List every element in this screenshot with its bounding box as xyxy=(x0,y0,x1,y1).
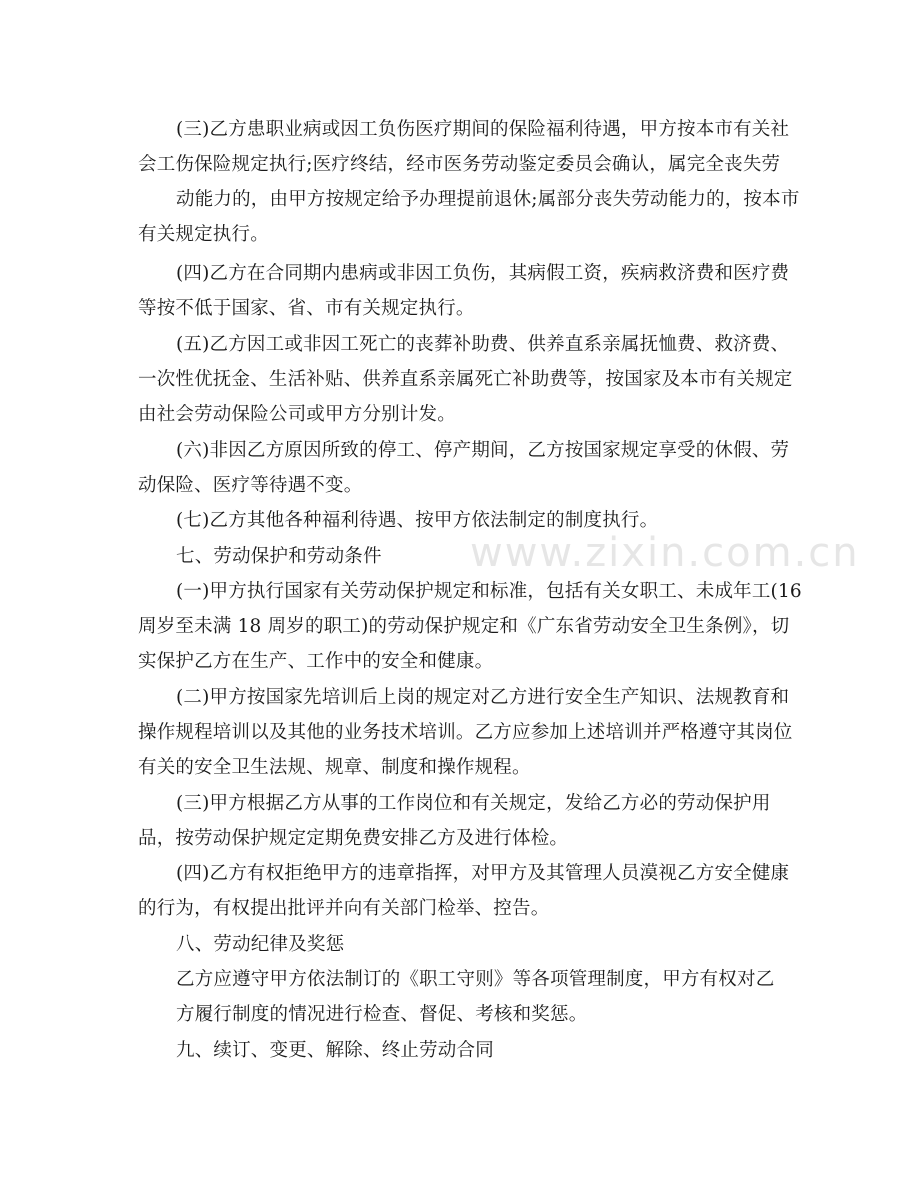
watermark: www.zixin.com.cn xyxy=(470,530,860,576)
text-line: 会工伤保险规定执行;医疗终结，经市医务劳动鉴定委员会确认，属完全丧失劳 xyxy=(138,154,781,175)
text-line: (二)甲方按国家先培训后上岗的规定对乙方进行安全生产知识、法规教育和 xyxy=(176,687,790,708)
text-line: 实保护乙方在生产、工作中的安全和健康。 xyxy=(138,651,494,672)
section-heading: 九、续订、变更、解除、终止劳动合同 xyxy=(176,1040,494,1061)
text-line: 动能力的，由甲方按规定给予办理提前退休;属部分丧失劳动能力的，按本市 xyxy=(176,189,800,210)
text-line: 有关的安全卫生法规、规章、制度和操作规程。 xyxy=(138,757,531,778)
text-line: (六)非因乙方原因所致的停工、停产期间，乙方按国家规定享受的休假、劳 xyxy=(176,440,790,461)
text-line: (五)乙方因工或非因工死亡的丧葬补助费、供养直系亲属抚恤费、救济费、 xyxy=(176,334,790,355)
text-line: 等按不低于国家、省、市有关规定执行。 xyxy=(138,298,475,319)
text-line: (三)乙方患职业病或因工负伤医疗期间的保险福利待遇，甲方按本市有关社 xyxy=(176,119,790,140)
text-line: (三)甲方根据乙方从事的工作岗位和有关规定，发给乙方必的劳动保护用 xyxy=(176,793,771,814)
text-line: 动保险、医疗等待遇不变。 xyxy=(138,475,363,496)
text-line: 操作规程培训以及其他的业务技术培训。乙方应参加上述培训并严格遵守其岗位 xyxy=(138,722,793,743)
text-line: 品，按劳动保护规定定期免费安排乙方及进行体检。 xyxy=(138,828,569,849)
text-line: 乙方应遵守甲方依法制订的《职工守则》等各项管理制度，甲方有权对乙 xyxy=(176,969,775,990)
text-line: (七)乙方其他各种福利待遇、按甲方依法制定的制度执行。 xyxy=(176,510,659,531)
text-line: 由社会劳动保险公司或甲方分别计发。 xyxy=(138,404,456,425)
text-line: (四)乙方在合同期内患病或非因工负伤，其病假工资，疾病救济费和医疗费 xyxy=(176,263,790,284)
text-line: (一)甲方执行国家有关劳动保护规定和标准，包括有关女职工、未成年工(16 xyxy=(176,581,802,602)
text-line: 方履行制度的情况进行检查、督促、考核和奖惩。 xyxy=(176,1004,588,1025)
section-heading: 七、劳动保护和劳动条件 xyxy=(176,546,382,567)
text-line: 有关规定执行。 xyxy=(138,224,269,245)
text-line: 的行为，有权提出批评并向有关部门检举、控告。 xyxy=(138,898,550,919)
section-heading: 八、劳动纪律及奖惩 xyxy=(176,934,345,955)
text-line: 一次性优抚金、生活补贴、供养直系亲属死亡补助费等，按国家及本市有关规定 xyxy=(138,369,793,390)
text-line: 周岁至未满 18 周岁的职工)的劳动保护规定和《广东省劳动安全卫生条例》，切 xyxy=(138,616,790,637)
text-line: (四)乙方有权拒绝甲方的违章指挥，对甲方及其管理人员漠视乙方安全健康 xyxy=(176,863,790,884)
